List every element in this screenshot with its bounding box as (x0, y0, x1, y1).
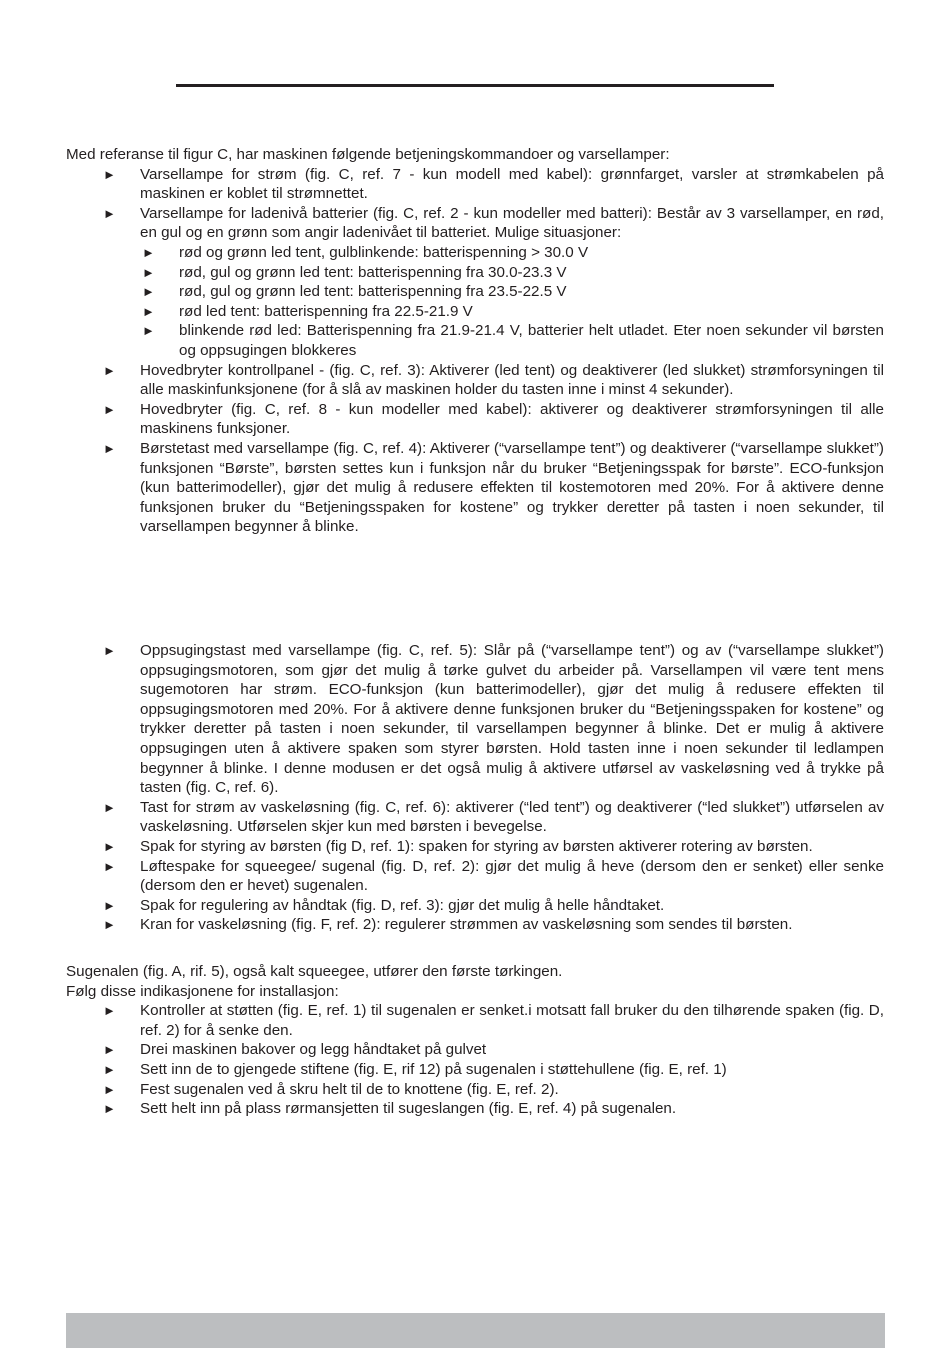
bullet-arrow-icon: ► (142, 284, 155, 300)
list-item: ► Børstetast med varsellampe (fig. C, ref. 4): Aktiverer (“varsellampe tent”) og deaktiverer (“varsellampe slukket”) funksjonen “Børste”, børsten settes kun i funksjon når du bruker “Betjeningsspak for børste”. ECO-funksjon (kun batterimodeller), gjør det mulig å redusere effekten til kostemotoren med 20%. For å aktivere denne funksjonen bruker du “Betjeningsspaken for kostene” og trykker deretter på tasten i noen sekunder, til varsellampen begynner å blinke. (103, 439, 884, 536)
bullet-arrow-icon: ► (103, 1003, 116, 1019)
bullet-arrow-icon: ► (103, 440, 116, 456)
bullet-arrow-icon: ► (103, 205, 116, 221)
sub-list-item: ► rød og grønn led tent, gulblinkende: batterispenning > 30.0 V (142, 243, 589, 261)
footer-bar (66, 1313, 885, 1348)
intro-paragraph: Med referanse til figur C, har maskinen følgende betjeningskommandoer og varsellamper: (66, 146, 670, 163)
bullet-arrow-icon: ► (103, 401, 116, 417)
list-item: ► Kontroller at støtten (fig. E, ref. 1) til sugenalen er senket.i motsatt fall bruker du den tilhørende spaken (fig. D, ref. 2) for å senke den. (103, 1002, 884, 1039)
list-item: ► Drei maskinen bakover og legg håndtaket på gulvet (103, 1041, 487, 1059)
list-item: ► Spak for regulering av håndtak (fig. D, ref. 3): gjør det mulig å helle håndtaket. (103, 896, 665, 914)
bullet-arrow-icon: ► (103, 1101, 116, 1117)
list-item: ► Spak for styring av børsten (fig D, ref. 1): spaken for styring av børsten aktiverer rotering av børsten. (103, 837, 813, 855)
bullet-arrow-icon: ► (103, 643, 116, 658)
header-rule (176, 84, 774, 87)
sub-list-item: ► blinkende rød led: Batterispenning fra 21.9-21.4 V, batterier helt utladet. Eter noen sekunder vil børsten og oppsugingen blokkeres (142, 322, 884, 359)
sub-list-item: ► rød led tent: batterispenning fra 22.5-21.9 V (142, 302, 473, 320)
section-squeegee-installation (66, 962, 884, 1119)
list-item: ► Hovedbryter (fig. C, ref. 8 - kun modeller med kabel): aktiverer og deaktiverer strømforsyningen til alle maskinens funksjoner. (103, 400, 884, 438)
list-item: ► Tast for strøm av vaskeløsning (fig. C, ref. 6): aktiverer (“led tent”) og deaktiverer (“led slukket”) utførselen av vaskeløsning. Utførselen skjer kun med børsten i bevegelse. (103, 798, 884, 836)
list-item: ► Oppsugingstast med varsellampe (fig. C, ref. 5): Slår på (“varsellampe tent”) og av (“varsellampe slukket”) oppsugingsmotoren, som gjør det mulig å tørke gulvet du arbeider på. Varsellampen vil være tent mens sugemotoren har strøm. ECO-funksjon (kun batterimodeller), gjør det mulig å redusere effekten til oppsugingsmotoren med 20%. For å aktivere denne funksjonen bruker du “Betjeningsspaken for kostene” og trykker deretter på tasten i noen sekunder, til varsellampen begynner å blinke. Det er mulig å aktivere oppsugingen uten å aktivere spaken som styrer børsten. Hold tasten inne i noen sekunder til ledlampen begynner å blinke. I denne modusen er det også mulig å aktivere utførsel av vaskeløsning ved å trykke på tasten (fig. C, ref. 6). (103, 642, 884, 797)
bullet-arrow-icon: ► (103, 362, 116, 378)
list-item: ► Varsellampe for ladenivå batterier (fig. C, ref. 2 - kun modeller med batteri): Består av 3 varsellamper, en rød, en gul og en grønn som angir ladenivået til batteriet. Mulige situasjoner: (103, 204, 884, 242)
list-item: ► Kran for vaskeløsning (fig. F, ref. 2): regulerer strømmen av vaskeløsning som sendes til børsten. (103, 916, 793, 934)
section-controls (66, 145, 884, 537)
list-item: ► Sett inn de to gjengede stiftene (fig. E, rif 12) på sugenalen i støttehullene (fig. E, ref. 1) (103, 1060, 727, 1078)
bullet-arrow-icon: ► (142, 244, 155, 260)
bullet-arrow-icon: ► (103, 1081, 116, 1097)
bullet-arrow-icon: ► (142, 303, 155, 319)
bullet-arrow-icon: ► (142, 323, 155, 339)
sub-list-item: ► rød, gul og grønn led tent: batterispenning fra 30.0-23.3 V (142, 263, 567, 281)
list-item: ► Varsellampe for strøm (fig. C, ref. 7 - kun modell med kabel): grønnfarget, varsler at strømkabelen på maskinen er koblet til strømnettet. (103, 165, 884, 203)
intro-paragraph: Sugenalen (fig. A, rif. 5), også kalt squeegee, utfører den første tørkingen. (66, 963, 563, 980)
list-item: ► Hovedbryter kontrollpanel - (fig. C, ref. 3): Aktiverer (led tent) og deaktiverer (led slukket) strømforsyningen til alle maskinfunksjonene (for å slå av maskinen holder du tasten inne i minst 4 sekunder). (103, 361, 884, 399)
bullet-arrow-icon: ► (103, 858, 116, 874)
bullet-arrow-icon: ► (142, 264, 155, 280)
sub-list-item: ► rød, gul og grønn led tent: batterispenning fra 23.5-22.5 V (142, 283, 567, 301)
section-controls-continued (66, 641, 884, 935)
bullet-arrow-icon: ► (103, 1042, 116, 1058)
bullet-arrow-icon: ► (103, 1061, 116, 1077)
list-item: ► Løftespake for squeegee/ sugenal (fig. D, ref. 2): gjør det mulig å heve (dersom den er senket) eller senke (dersom den er hevet) sugenalen. (103, 857, 884, 895)
instruction-lead: Følg disse indikasjonene for installasjon: (66, 982, 339, 1000)
bullet-arrow-icon: ► (103, 799, 116, 815)
list-item: ► Fest sugenalen ved å skru helt til de to knottene (fig. E, ref. 2). (103, 1080, 559, 1098)
bullet-arrow-icon: ► (103, 166, 116, 182)
list-item: ► Sett helt inn på plass rørmansjetten til sugeslangen (fig. E, ref. 4) på sugenalen. (103, 1100, 677, 1118)
bullet-arrow-icon: ► (103, 897, 116, 913)
bullet-arrow-icon: ► (103, 917, 116, 933)
bullet-arrow-icon: ► (103, 838, 116, 854)
